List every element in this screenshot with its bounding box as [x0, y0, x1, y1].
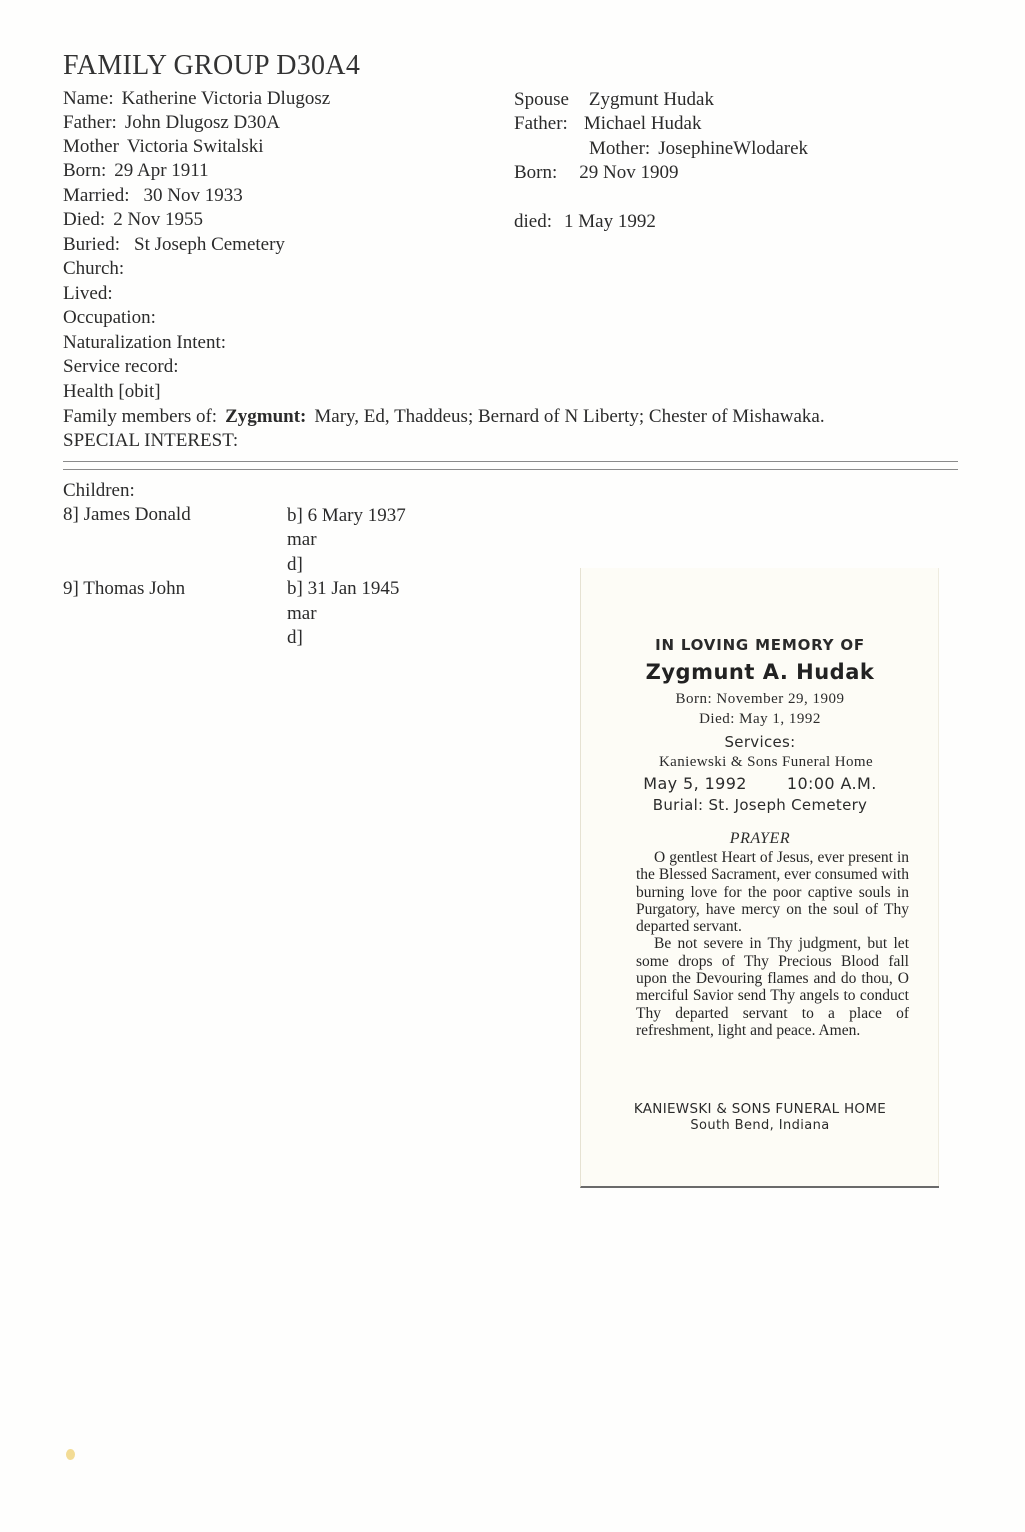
mother-value: Victoria Switalski	[126, 136, 264, 157]
spouse-row	[514, 88, 714, 112]
name-row	[63, 87, 330, 111]
child-died: d]	[287, 554, 303, 575]
page-title: FAMILY GROUP D30A4	[63, 50, 361, 81]
spouse-mother-label: Mother:	[589, 138, 651, 159]
child-name: 8] James Donald	[63, 504, 191, 525]
father-value: John Dlugosz D30A	[124, 112, 280, 133]
card-footer-place: South Bend, Indiana	[690, 1118, 830, 1133]
special-interest-label: SPECIAL INTEREST:	[63, 430, 239, 451]
family-members-name: Zygmunt:	[225, 406, 307, 427]
child-married: mar	[287, 603, 317, 624]
spouse-father-value: Michael Hudak	[583, 113, 702, 134]
spouse-father-label: Father:	[514, 113, 568, 134]
spouse-born-row	[514, 161, 679, 185]
card-heading: IN LOVING MEMORY OF	[655, 636, 865, 654]
died-value: 2 Nov 1955	[113, 209, 203, 230]
mother-label: Mother	[63, 136, 119, 157]
family-members-row	[63, 405, 825, 429]
paper-speck	[66, 1449, 75, 1460]
married-row	[63, 184, 243, 208]
father-label: Father:	[63, 112, 117, 133]
card-service-time: 10:00 A.M.	[786, 774, 877, 793]
buried-label: Buried:	[63, 234, 120, 255]
divider-line	[63, 461, 958, 470]
card-service-datetime	[581, 774, 939, 793]
born-row	[63, 159, 209, 183]
spouse-father-row	[514, 112, 701, 136]
spouse-born-label: Born:	[514, 162, 558, 183]
spouse-mother-value: JosephineWlodarek	[658, 138, 809, 159]
name-label: Name:	[63, 88, 114, 109]
name-value: Katherine Victoria Dlugosz	[121, 88, 331, 109]
occupation-label: Occupation:	[63, 307, 156, 328]
born-value: 29 Apr 1911	[114, 160, 209, 181]
card-prayer-title: PRAYER	[729, 830, 791, 847]
service-record-label: Service record:	[63, 356, 179, 377]
card-services-label: Services:	[724, 733, 796, 751]
born-label: Born:	[63, 160, 107, 181]
card-prayer-paragraph: O gentlest Heart of Jesus, ever present in the Blessed Sacrament, ever consumed with burning love for the poor captive souls in Purgatory, have mercy on the soul of Thy departed servant.	[636, 849, 909, 936]
memorial-card	[580, 568, 939, 1188]
card-funeral-home: Kaniewski & Sons Funeral Home	[658, 754, 874, 770]
died-label: Died:	[63, 209, 106, 230]
child-name: 9] Thomas John	[63, 578, 186, 599]
father-row	[63, 111, 280, 135]
card-prayer	[636, 849, 909, 1039]
card-service-date: May 5, 1992	[643, 774, 747, 793]
lived-label: Lived:	[63, 283, 113, 304]
child-died: d]	[287, 627, 303, 648]
buried-value: St Joseph Cemetery	[134, 234, 285, 255]
child-born: b] 6 Mary 1937	[287, 505, 406, 526]
family-members-text: Mary, Ed, Thaddeus; Bernard of N Liberty; Chester of Mishawaka.	[314, 406, 825, 427]
mother-row	[63, 135, 264, 159]
married-value: 30 Nov 1933	[143, 185, 243, 206]
spouse-value: Zygmunt Hudak	[588, 89, 714, 110]
card-born: Born: November 29, 1909	[675, 691, 845, 707]
card-prayer-paragraph: Be not severe in Thy judgment, but let some drops of Thy Precious Blood fall upon the Devouring flames and do thou, O merciful Savior send Thy angels to conduct Thy departed servant to a place of refreshment, light and peace. Amen.	[636, 935, 909, 1039]
child-married: mar	[287, 529, 317, 550]
card-deceased-name: Zygmunt A. Hudak	[645, 660, 875, 684]
child-born: b] 31 Jan 1945	[287, 578, 400, 599]
spouse-label: Spouse	[514, 89, 569, 110]
married-label: Married:	[63, 185, 130, 206]
card-burial: Burial: St. Joseph Cemetery	[652, 796, 868, 814]
died-row	[63, 208, 203, 232]
health-label: Health [obit]	[63, 381, 161, 402]
spouse-mother-row	[589, 137, 808, 161]
family-members-label: Family members of:	[63, 406, 218, 427]
card-died: Died: May 1, 1992	[699, 711, 821, 727]
buried-row	[63, 233, 285, 257]
spouse-died-label: died:	[514, 211, 552, 232]
spouse-died-row	[514, 210, 656, 234]
spouse-born-value: 29 Nov 1909	[579, 162, 679, 183]
card-footer-name: KANIEWSKI & SONS FUNERAL HOME	[633, 1101, 887, 1117]
naturalization-label: Naturalization Intent:	[63, 332, 227, 353]
church-label: Church:	[63, 258, 125, 279]
spouse-died-value: 1 May 1992	[564, 211, 656, 232]
children-label: Children:	[63, 480, 135, 501]
